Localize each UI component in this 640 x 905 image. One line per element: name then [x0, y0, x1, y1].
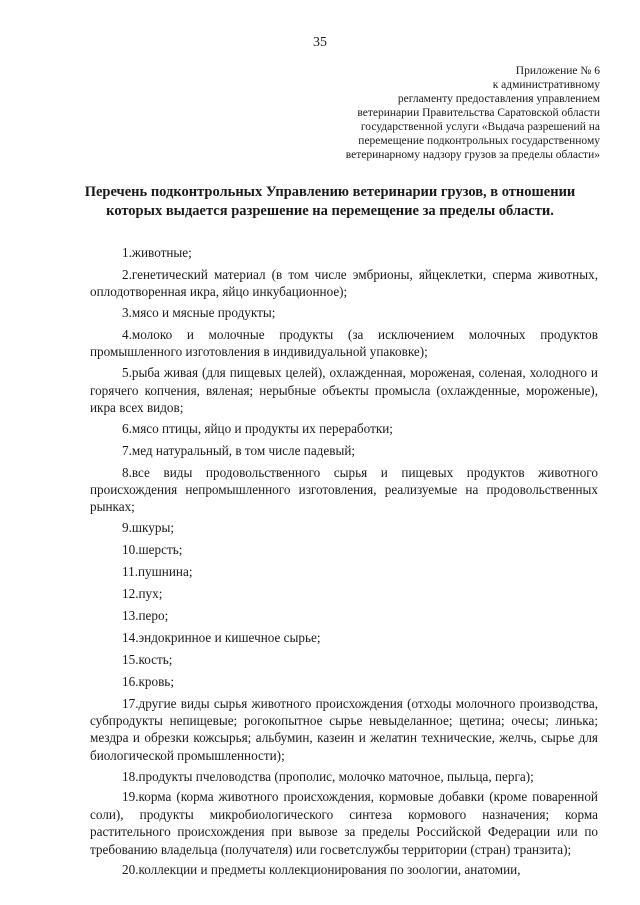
annex-line: к административному: [492, 79, 600, 91]
list-item: 18.продукты пчеловодства (прополис, молочко маточное, пыльца, перга);: [122, 768, 534, 784]
list-item: 15.кость;: [122, 651, 173, 667]
list-item: 12.пух;: [122, 585, 163, 601]
list-item: 17.другие виды сырья животного происхождения (отходы молочного производства, субпродукты непищевые; рогокопытное сырье невыделанное; щетина; очесы; линька; мездра и обрезки кожсырья; альбумин, казеин и желатин технические, желчь, сырье для биологической промышленности);: [90, 695, 598, 763]
annex-line: регламенту предоставления управлением: [397, 93, 600, 105]
list-item: 14.эндокринное и кишечное сырье;: [122, 629, 321, 645]
list-item: 1.животные;: [122, 245, 192, 260]
list-item: 7.мед натуральный, в том числе падевый;: [122, 442, 356, 458]
list-item: 6.мясо птицы, яйцо и продукты их переработки;: [122, 420, 393, 436]
list-item: 10.шерсть;: [122, 542, 183, 558]
annex-line: ветеринарии Правительства Саратовской области: [357, 107, 600, 119]
annex-heading: [300, 64, 600, 162]
annex-line: Приложение № 6: [515, 65, 600, 77]
list-item: 2.генетический материал (в том числе эмбрионы, яйцеклетки, сперма животных, оплодотворенная икра, яйцо инкубационное);: [90, 266, 598, 300]
page-number: 35: [313, 35, 327, 50]
list-item: 13.перо;: [122, 607, 169, 623]
annex-line: перемещение подконтрольных государственному: [358, 135, 600, 147]
annex-line: государственной услуги «Выдача разрешений на: [360, 121, 600, 133]
list-item: 9.шкуры;: [122, 520, 174, 536]
list-item: 16.кровь;: [122, 673, 174, 689]
list-item: 5.рыба живая (для пищевых целей), охлажденная, мороженая, соленая, холодного и горячего копчения, вяленая; нерыбные объекты промысла (охлажденные, мороженые), икра всех видов;: [90, 365, 598, 416]
annex-line: ветеринарному надзору грузов за пределы области»: [345, 149, 600, 161]
list-item: 19.корма (корма животного происхождения, кормовые добавки (кроме поваренной соли), продукты микробиологического синтеза кормового назначения; корма растительного происхождения при вывозе за пределы Российской Федерации или по требованию владельца (получателя) или госветслужбы территории (стран) транзита);: [90, 789, 598, 857]
list-item: 3.мясо и мясные продукты;: [122, 305, 276, 321]
cargo-list: [90, 244, 598, 882]
document-title: Перечень подконтрольных Управлению ветеринарии грузов, в отношении которых выдается разрешение на перемещение за пределы области.: [84, 184, 576, 219]
list-item: 20.коллекции и предметы коллекционирования по зоологии, анатомии,: [122, 862, 521, 878]
list-item: 11.пушнина;: [122, 564, 193, 580]
list-item: 8.все виды продовольственного сырья и пищевых продуктов животного происхождения непромышленного изготовления, реализуемые на продовольственных рынках;: [90, 464, 598, 515]
list-item: 4.молоко и молочные продукты (за исключением молочных продуктов промышленного изготовления в индивидуальной упаковке);: [90, 327, 598, 360]
